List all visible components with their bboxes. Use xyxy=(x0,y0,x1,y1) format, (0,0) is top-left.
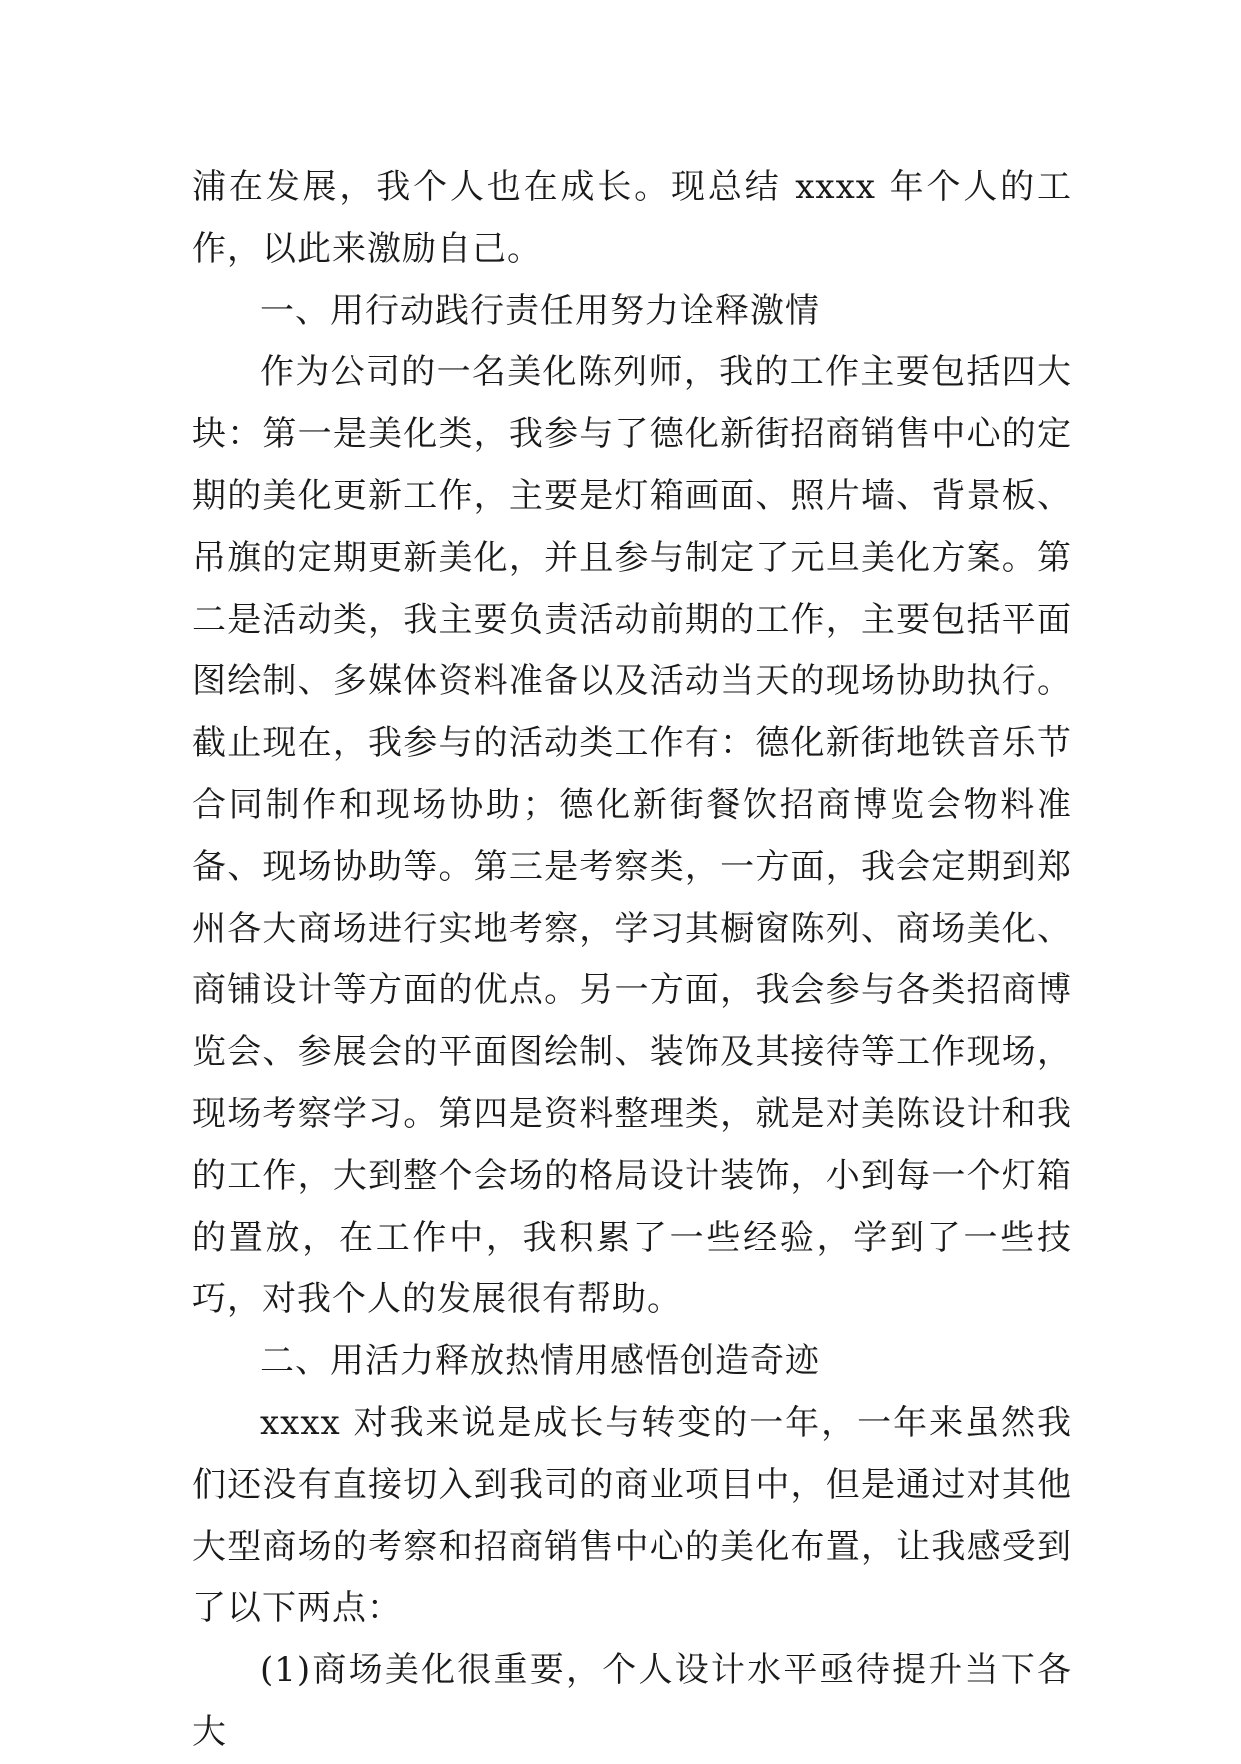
paragraph-work-summary: 作为公司的一名美化陈列师，我的工作主要包括四大块：第一是美化类，我参与了德化新街招商销售中心的定期的美化更新工作，主要是灯箱画面、照片墙、背景板、吊旗的定期更新美化，并且参与制定了元旦美化方案。第二是活动类，我主要负责活动前期的工作，主要包括平面图绘制、多媒体资料准备以及活动当天的现场协助执行。截止现在，我参与的活动类工作有：德化新街地铁音乐节合同制作和现场协助；德化新街餐饮招商博览会物料准备、现场协助等。第三是考察类，一方面，我会定期到郑州各大商场进行实地考察，学习其橱窗陈列、商场美化、商铺设计等方面的优点。另一方面，我会参与各类招商博览会、参展会的平面图绘制、装饰及其接待等工作现场，现场考察学习。第四是资料整理类，就是对美陈设计和我的工作，大到整个会场的格局设计装饰，小到每一个灯箱的置放，在工作中，我积累了一些经验，学到了一些技巧，对我个人的发展很有帮助。 xyxy=(192,352,1072,1320)
section-heading-2: 二、用活力释放热情用感悟创造奇迹 xyxy=(260,1341,820,1382)
paragraph-intro: 浦在发展，我个人也在成长。现总结 xxxx 年个人的工作，以此来激励自己。 xyxy=(192,167,1072,269)
section-heading-1: 一、用行动践行责任用努力诠释激情 xyxy=(260,290,820,331)
paragraph-year-reflection: xxxx 对我来说是成长与转变的一年，一年来虽然我们还没有直接切入到我司的商业项目中，但是通过对其他大型商场的考察和招商销售中心的美化布置，让我感受到了以下两点： xyxy=(192,1402,1072,1629)
document-body xyxy=(192,157,1072,1764)
paragraph-point-1: (1)商场美化很重要，个人设计水平亟待提升当下各大 xyxy=(192,1650,1072,1752)
